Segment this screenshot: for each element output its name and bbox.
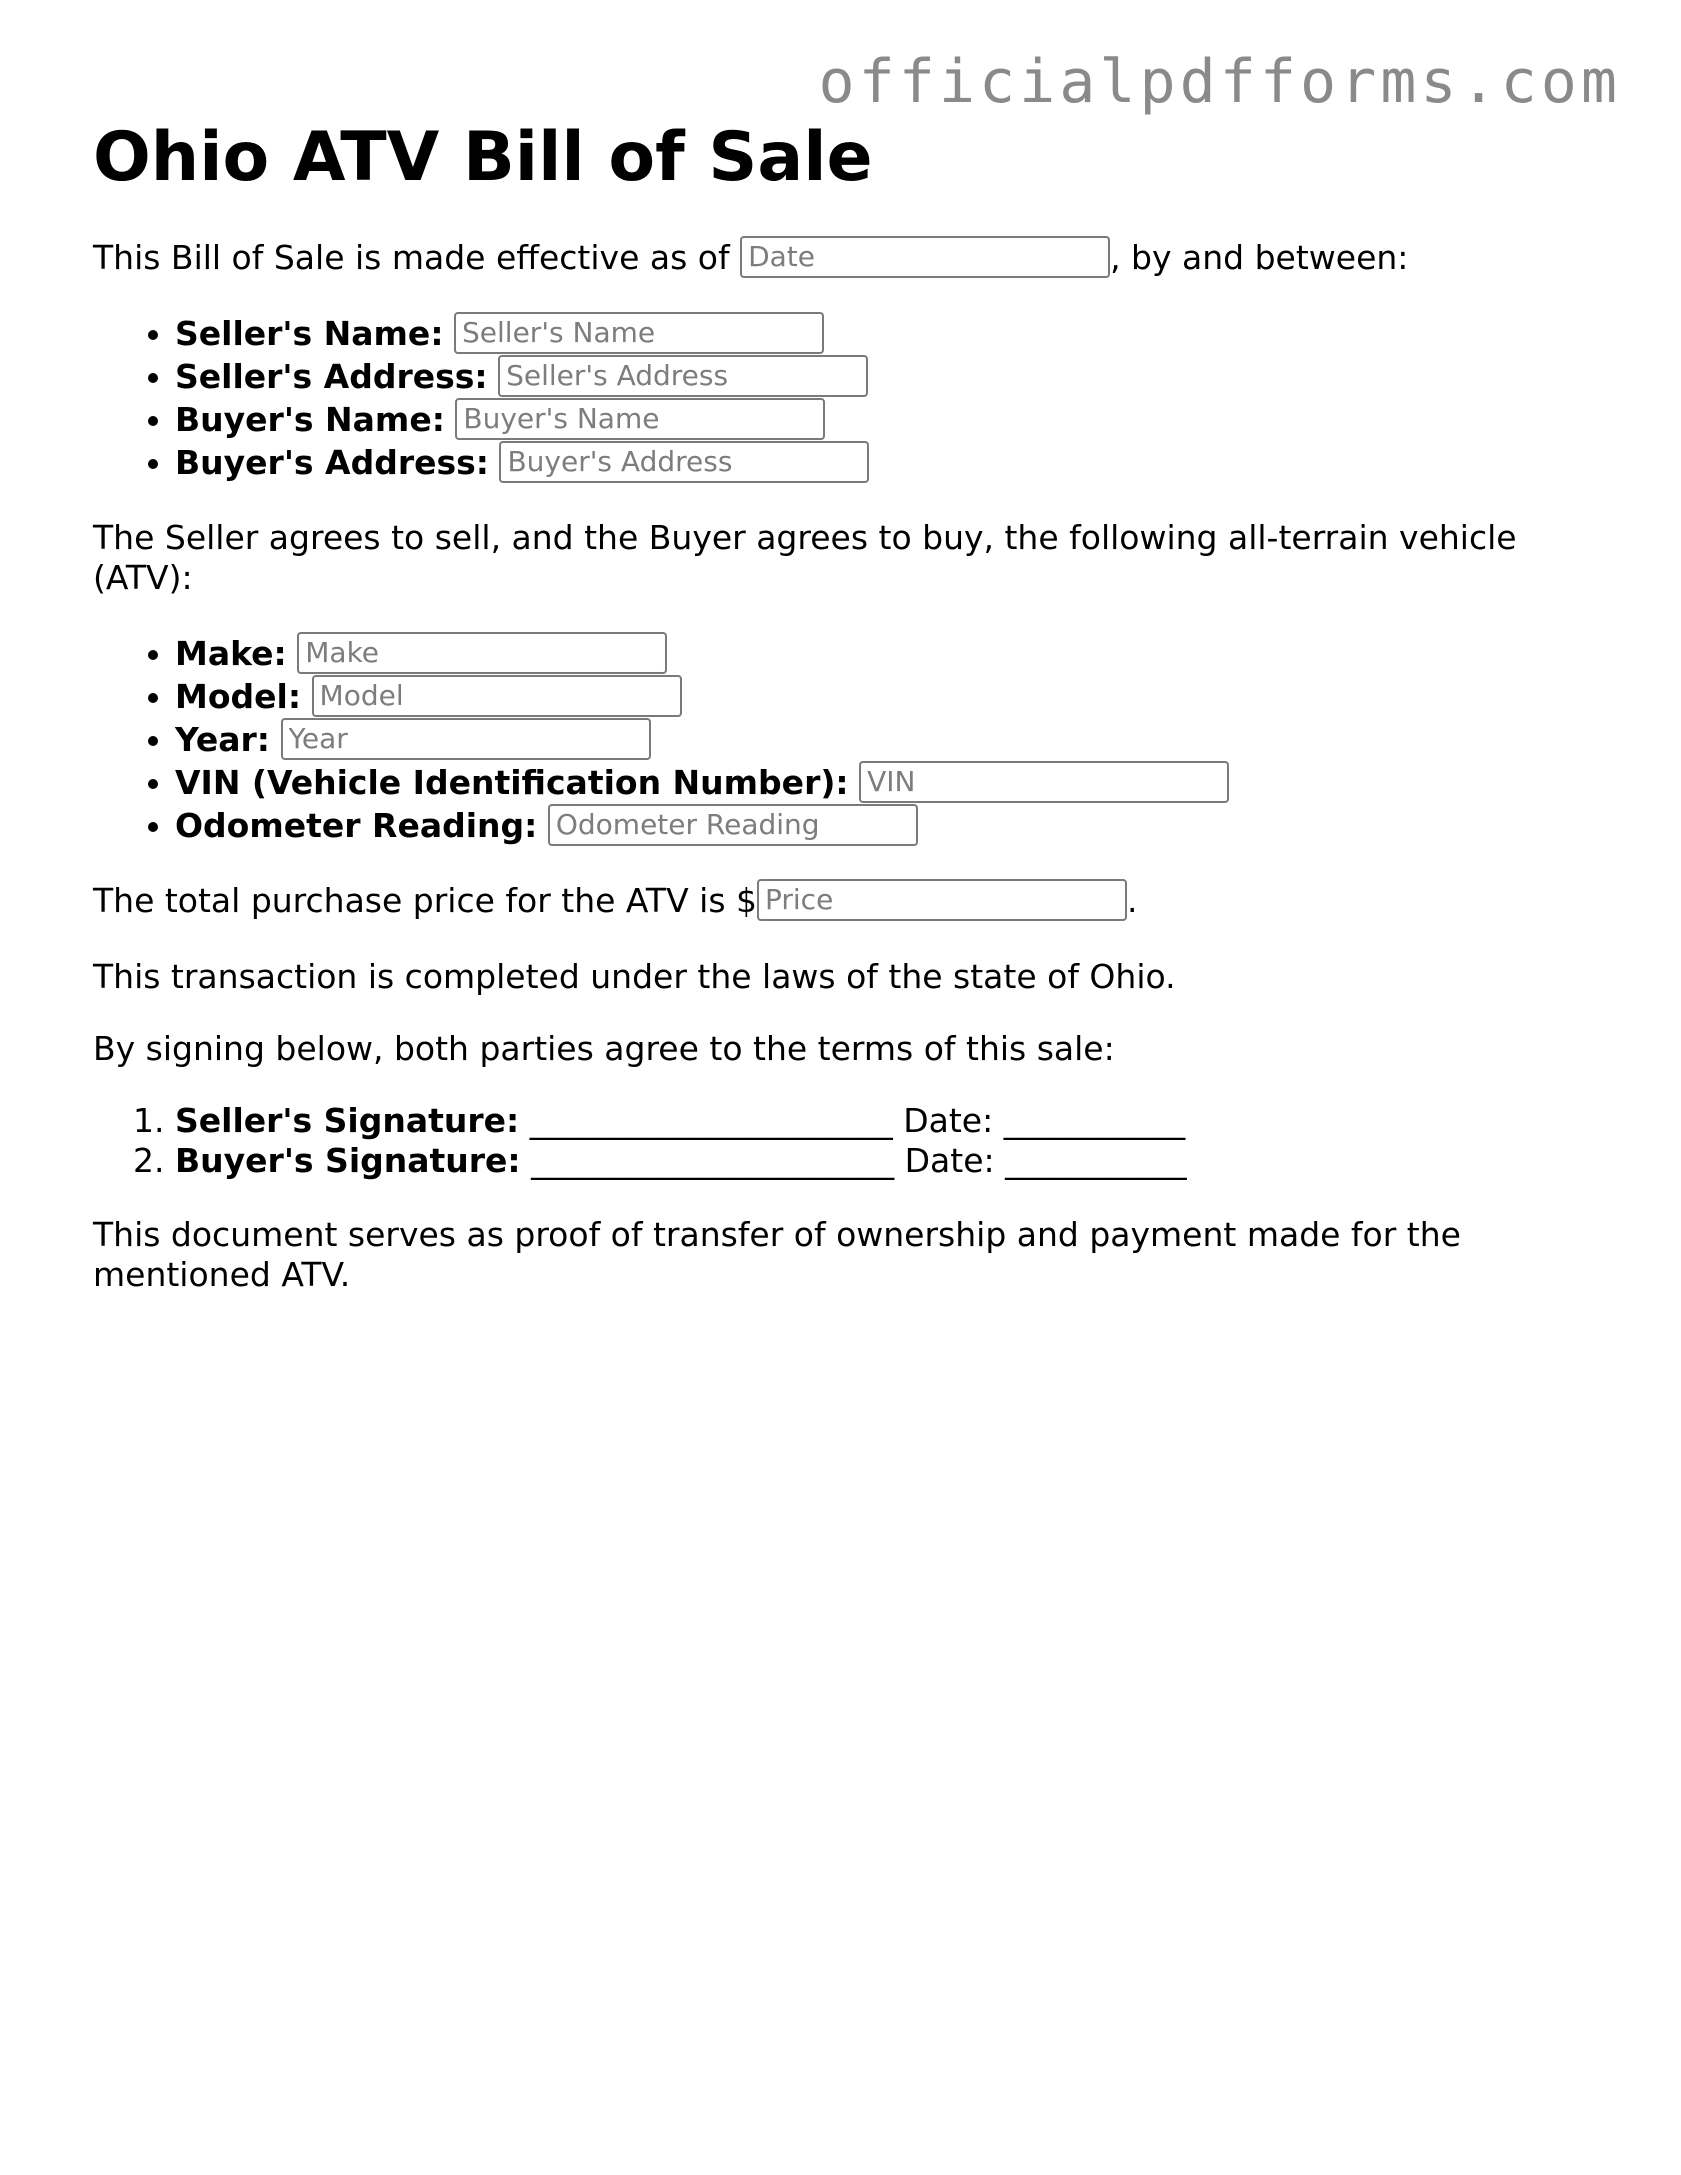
date-input[interactable] bbox=[740, 236, 1110, 278]
buyers-address-label: Buyer's Address: bbox=[175, 443, 489, 482]
odometer-input[interactable] bbox=[548, 804, 918, 846]
price-text-before: The total purchase price for the ATV is $ bbox=[93, 881, 757, 920]
list-item bbox=[175, 355, 1593, 398]
list-item bbox=[175, 632, 1593, 675]
seller-signature-line: ______________________ Date: ___________ bbox=[519, 1101, 1186, 1140]
vin-label: VIN (Vehicle Identification Number): bbox=[175, 763, 849, 802]
list-item bbox=[175, 718, 1593, 761]
list-item bbox=[175, 761, 1593, 804]
model-label: Model: bbox=[175, 677, 302, 716]
sellers-name-input[interactable] bbox=[454, 312, 824, 354]
document-body bbox=[93, 118, 1593, 1295]
list-item bbox=[175, 312, 1593, 355]
list-item bbox=[175, 398, 1593, 441]
seller-signature-label: Seller's Signature: bbox=[175, 1101, 520, 1140]
buyers-address-input[interactable] bbox=[499, 441, 869, 483]
buyers-name-input[interactable] bbox=[455, 398, 825, 440]
buyer-signature-line: ______________________ Date: ___________ bbox=[520, 1141, 1187, 1180]
odometer-label: Odometer Reading: bbox=[175, 806, 538, 845]
vin-input[interactable] bbox=[859, 761, 1229, 803]
list-item bbox=[175, 804, 1593, 847]
make-label: Make: bbox=[175, 634, 287, 673]
sellers-address-label: Seller's Address: bbox=[175, 357, 488, 396]
year-label: Year: bbox=[175, 720, 270, 759]
year-input[interactable] bbox=[281, 718, 651, 760]
list-item bbox=[175, 675, 1593, 718]
price-input[interactable] bbox=[757, 879, 1127, 921]
law-paragraph: This transaction is completed under the laws of the state of Ohio. bbox=[93, 957, 1176, 996]
buyers-name-label: Buyer's Name: bbox=[175, 400, 445, 439]
sellers-name-label: Seller's Name: bbox=[175, 314, 444, 353]
signing-intro: By signing below, both parties agree to the terms of this sale: bbox=[93, 1029, 1115, 1068]
buyer-signature-label: Buyer's Signature: bbox=[175, 1141, 521, 1180]
model-input[interactable] bbox=[312, 675, 682, 717]
intro-text-before: This Bill of Sale is made effective as of bbox=[93, 238, 741, 277]
page-title: Ohio ATV Bill of Sale bbox=[93, 118, 873, 197]
vehicle-list bbox=[93, 632, 1593, 847]
sellers-address-input[interactable] bbox=[498, 355, 868, 397]
intro-paragraph bbox=[93, 238, 1593, 278]
price-paragraph bbox=[93, 881, 1593, 921]
intro-text-after: , by and between: bbox=[1110, 238, 1409, 277]
closing-paragraph: This document serves as proof of transfer of ownership and payment made for the mentioned ATV. bbox=[93, 1215, 1461, 1294]
parties-list bbox=[93, 312, 1593, 484]
signatures-list bbox=[93, 1101, 1593, 1181]
watermark-text: officialpdfforms.com bbox=[818, 47, 1621, 117]
make-input[interactable] bbox=[297, 632, 667, 674]
list-item bbox=[175, 1141, 1593, 1181]
list-item bbox=[175, 441, 1593, 484]
price-text-after: . bbox=[1127, 881, 1138, 920]
agreement-paragraph: The Seller agrees to sell, and the Buyer agrees to buy, the following all-terrain vehicle (ATV): bbox=[93, 518, 1517, 597]
list-item bbox=[175, 1101, 1593, 1141]
